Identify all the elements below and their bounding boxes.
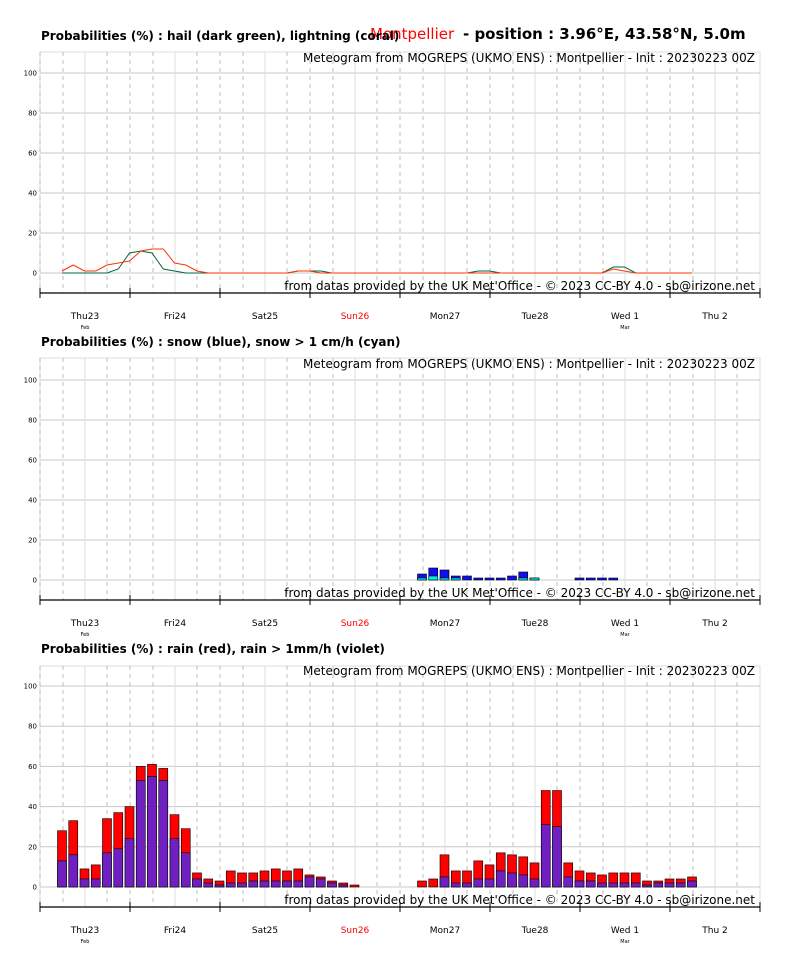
heavy-bar (631, 883, 640, 887)
heavy-bar (451, 883, 460, 887)
heavy-bar (586, 881, 595, 887)
heavy-bar (91, 879, 100, 887)
heavy-bar (474, 879, 483, 887)
y-tick-label: 80 (28, 722, 37, 731)
heavy-bar (496, 871, 505, 887)
y-tick-label: 40 (28, 803, 37, 812)
heavy-bar (148, 776, 157, 887)
panel-3-title: Probabilities (%) : rain (red), rain > 1mm/h (violet) (41, 642, 385, 656)
heavy-bar (305, 877, 314, 887)
heavy-bar (215, 885, 224, 887)
y-tick-label: 0 (32, 883, 37, 892)
data-credit: from datas provided by the UK Met'Office - © 2023 CC-BY 4.0 - sb@irizone.net (284, 893, 755, 907)
heavy-bar (170, 839, 179, 887)
y-tick-label: 80 (28, 416, 37, 425)
meteogram-subtitle: Meteogram from MOGREPS (UKMO ENS) : Montpellier - Init : 20230223 00Z (303, 357, 755, 371)
heavy-bar (553, 827, 562, 887)
panel-2-title: Probabilities (%) : snow (blue), snow > 1 cm/h (cyan) (41, 335, 401, 349)
heavy-bar (249, 881, 258, 887)
day-label: Fri24 (163, 619, 187, 629)
heavy-bar (665, 883, 674, 887)
day-label: Sat25 (251, 312, 279, 322)
day-label: Thu23 (70, 926, 100, 936)
heavy-bar (688, 881, 697, 887)
city-name: Montpellier (370, 25, 455, 43)
month-label: Mar (620, 325, 630, 331)
y-tick-label: 60 (28, 456, 37, 465)
day-label: Sun26 (340, 619, 370, 629)
heavy-bar (676, 883, 685, 887)
heavy-bar (136, 780, 145, 887)
day-label: Sat25 (251, 926, 279, 936)
heavy-bar (69, 855, 78, 887)
heavy-bar (80, 879, 89, 887)
data-credit: from datas provided by the UK Met'Office - © 2023 CC-BY 4.0 - sb@irizone.net (284, 279, 755, 293)
y-tick-label: 100 (23, 682, 37, 691)
rain-bar (418, 881, 427, 887)
day-label: Thu 2 (702, 619, 728, 629)
snow-panel (24, 357, 760, 638)
snow-bar (496, 578, 505, 580)
heavy-bar (418, 578, 427, 580)
snow-bar (474, 578, 483, 580)
meteogram-subtitle: Meteogram from MOGREPS (UKMO ENS) : Montpellier - Init : 20230223 00Z (303, 664, 755, 678)
snow-bar (463, 576, 472, 580)
day-label: Fri24 (163, 312, 187, 322)
panel-1-title: Probabilities (%) : hail (dark green), lightning (coral) (41, 29, 400, 43)
day-label: Mon27 (429, 312, 461, 322)
rain-bar (429, 879, 438, 887)
y-tick-label: 20 (28, 843, 37, 852)
heavy-bar (159, 780, 168, 887)
meteogram-subtitle: Meteogram from MOGREPS (UKMO ENS) : Montpellier - Init : 20230223 00Z (303, 51, 755, 65)
y-tick-label: 80 (28, 109, 37, 118)
day-label: Thu23 (70, 312, 100, 322)
snow-bar (575, 578, 584, 580)
y-tick-label: 20 (28, 229, 37, 238)
heavy-bar (339, 885, 348, 887)
heavy-bar (204, 883, 213, 887)
day-label: Mon27 (429, 926, 461, 936)
day-label: Thu23 (70, 619, 100, 629)
heavy-bar (654, 883, 663, 887)
heavy-bar (125, 839, 134, 887)
y-tick-label: 0 (32, 576, 37, 585)
heavy-bar (530, 578, 539, 580)
heavy-bar (620, 883, 629, 887)
heavy-bar (294, 881, 303, 887)
position-info: - position : 3.96°E, 43.58°N, 5.0m (463, 25, 746, 43)
snow-bar (508, 576, 517, 580)
heavy-bar (181, 853, 190, 887)
heavy-bar (271, 881, 280, 887)
heavy-bar (575, 881, 584, 887)
heavy-bar (328, 883, 337, 887)
day-label: Wed 1 (610, 619, 640, 629)
heavy-bar (193, 879, 202, 887)
day-label: Tue28 (521, 312, 549, 322)
heavy-bar (485, 879, 494, 887)
y-tick-label: 40 (28, 189, 37, 198)
day-label: Fri24 (163, 926, 187, 936)
day-label: Tue28 (521, 926, 549, 936)
heavy-bar (643, 885, 652, 887)
heavy-bar (541, 825, 550, 887)
rain-bar (350, 885, 359, 887)
heavy-bar (598, 883, 607, 887)
heavy-bar (238, 883, 247, 887)
y-tick-label: 100 (23, 69, 37, 78)
heavy-bar (530, 879, 539, 887)
heavy-bar (463, 883, 472, 887)
heavy-bar (451, 578, 460, 580)
y-tick-label: 40 (28, 496, 37, 505)
month-label: Mar (620, 939, 630, 945)
heavy-bar (226, 883, 235, 887)
heavy-bar (114, 849, 123, 887)
heavy-bar (519, 578, 528, 580)
month-label: Feb (80, 325, 90, 331)
heavy-bar (508, 873, 517, 887)
day-label: Thu 2 (702, 312, 728, 322)
snow-bar (598, 578, 607, 580)
heavy-bar (440, 578, 449, 580)
day-label: Wed 1 (610, 926, 640, 936)
day-label: Sat25 (251, 619, 279, 629)
heavy-bar (283, 881, 292, 887)
day-label: Wed 1 (610, 312, 640, 322)
day-label: Tue28 (521, 619, 549, 629)
hail-lightning-panel (24, 51, 760, 331)
day-label: Mon27 (429, 619, 461, 629)
data-credit: from datas provided by the UK Met'Office - © 2023 CC-BY 4.0 - sb@irizone.net (284, 586, 755, 600)
day-label: Thu 2 (702, 926, 728, 936)
snow-bar (485, 578, 494, 580)
snow-bar (609, 578, 618, 580)
y-tick-label: 0 (32, 269, 37, 278)
month-label: Feb (80, 632, 90, 638)
month-label: Feb (80, 939, 90, 945)
heavy-bar (316, 879, 325, 887)
y-tick-label: 100 (23, 376, 37, 385)
heavy-bar (103, 853, 112, 887)
snow-bar (586, 578, 595, 580)
rain-panel (24, 664, 760, 945)
y-tick-label: 60 (28, 762, 37, 771)
heavy-bar (440, 877, 449, 887)
heavy-bar (260, 881, 269, 887)
y-tick-label: 20 (28, 536, 37, 545)
heavy-bar (429, 576, 438, 580)
heavy-bar (58, 861, 67, 887)
day-label: Sun26 (340, 312, 370, 322)
y-tick-label: 60 (28, 149, 37, 158)
heavy-bar (564, 877, 573, 887)
heavy-bar (609, 883, 618, 887)
day-label: Sun26 (340, 926, 370, 936)
month-label: Mar (620, 632, 630, 638)
heavy-bar (519, 875, 528, 887)
